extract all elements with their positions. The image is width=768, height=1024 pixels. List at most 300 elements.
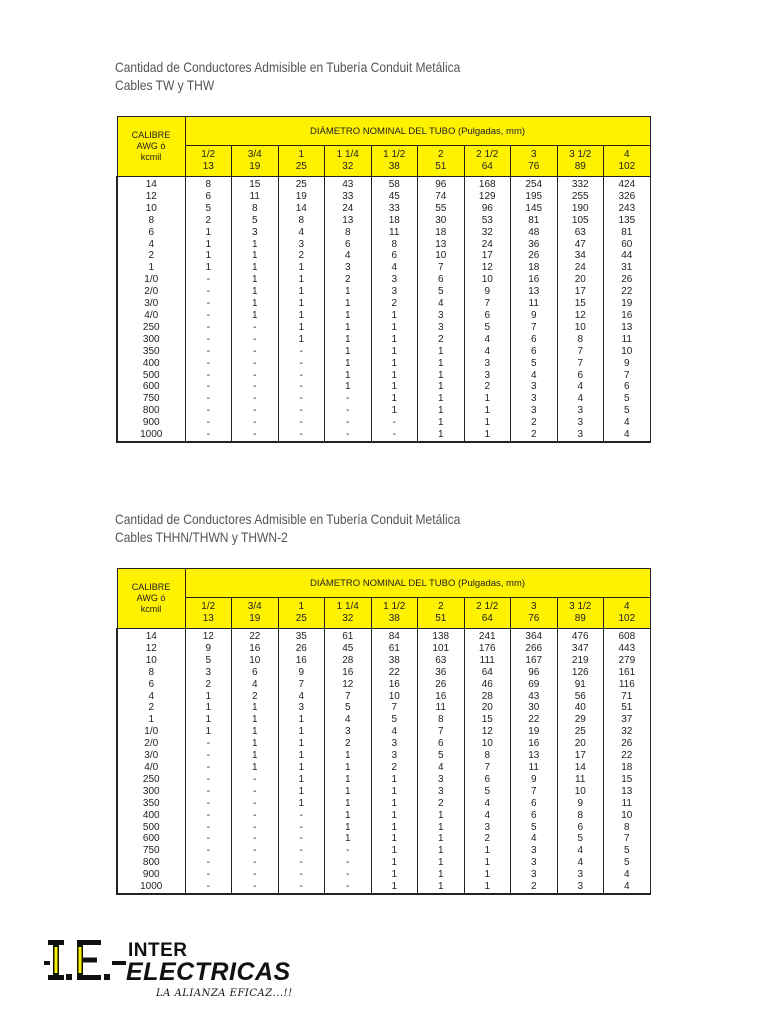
count-cell: 6 (464, 310, 511, 322)
count-cell: 1 (325, 298, 372, 310)
count-cell: 1 (371, 393, 418, 405)
count-cell: 241 (464, 629, 511, 643)
count-cell: 3 (418, 786, 465, 798)
logo-inter-text: INTER (128, 940, 188, 961)
size-inch: 4 (624, 601, 630, 612)
count-cell: 38 (371, 655, 418, 667)
size-header-cell (232, 146, 279, 177)
size-mm: 13 (202, 613, 214, 624)
count-cell: 5 (418, 750, 465, 762)
count-cell: 10 (604, 346, 651, 358)
size-header-cell (464, 598, 511, 629)
section2-title-line1: Cantidad de Conductores Admisible en Tubería Conduit Metálica (115, 511, 461, 527)
count-cell: 71 (604, 691, 651, 703)
count-cell: - (232, 786, 279, 798)
size-inch: 1 1/2 (383, 601, 406, 612)
count-cell: 1 (278, 310, 325, 322)
count-cell: 5 (511, 822, 558, 834)
count-cell: 91 (557, 679, 604, 691)
count-cell: 2 (232, 691, 279, 703)
count-cell: 1 (232, 762, 279, 774)
count-cell: 1 (418, 370, 465, 382)
size-header-cell (557, 598, 604, 629)
count-cell: 3 (511, 857, 558, 869)
count-cell: 176 (464, 643, 511, 655)
size-mm: 64 (481, 161, 493, 172)
count-cell: 5 (185, 655, 232, 667)
section1-title-line2: Cables TW y THW (115, 77, 215, 93)
count-cell: - (232, 881, 279, 894)
diameter-header: DIÁMETRO NOMINAL DEL TUBO (Pulgadas, mm) (185, 569, 650, 598)
count-cell: 116 (604, 679, 651, 691)
count-cell: 36 (511, 239, 558, 251)
count-cell: - (232, 822, 279, 834)
count-cell: 243 (604, 203, 651, 215)
count-cell: 24 (464, 239, 511, 251)
count-cell: 1 (325, 822, 372, 834)
size-inch: 1/2 (201, 601, 216, 612)
count-cell: - (185, 774, 232, 786)
count-cell: 6 (371, 250, 418, 262)
count-cell: 8 (232, 203, 279, 215)
count-cell: 37 (604, 714, 651, 726)
count-cell: 1 (185, 714, 232, 726)
table-row (117, 370, 650, 382)
count-cell: 129 (464, 191, 511, 203)
count-cell: 2 (185, 679, 232, 691)
count-cell: 4 (418, 298, 465, 310)
count-cell: 36 (418, 667, 465, 679)
count-cell: 4 (464, 334, 511, 346)
diameter-header: DIÁMETRO NOMINAL DEL TUBO (Pulgadas, mm) (185, 117, 650, 146)
count-cell: 5 (371, 714, 418, 726)
size-header-cell (418, 146, 465, 177)
table-row (117, 786, 650, 798)
count-cell: 17 (464, 250, 511, 262)
count-cell: 11 (511, 762, 558, 774)
count-cell: 81 (511, 215, 558, 227)
size-inch: 2 1/2 (476, 149, 499, 160)
count-cell: - (278, 822, 325, 834)
size-header-cell (371, 598, 418, 629)
size-mm: 19 (249, 161, 261, 172)
section2-title (115, 510, 460, 546)
count-cell: 7 (604, 370, 651, 382)
count-cell: 14 (278, 203, 325, 215)
count-cell: 3 (185, 667, 232, 679)
count-cell: 1 (185, 262, 232, 274)
count-cell: 10 (557, 322, 604, 334)
count-cell: - (185, 869, 232, 881)
count-cell: 64 (464, 667, 511, 679)
count-cell: 22 (511, 714, 558, 726)
count-cell: - (278, 370, 325, 382)
count-cell: 1 (371, 358, 418, 370)
calibre-cell: 1/0 (117, 274, 185, 286)
count-cell: 5 (604, 405, 651, 417)
count-cell: 10 (557, 786, 604, 798)
count-cell: 18 (418, 227, 465, 239)
count-cell: - (325, 429, 372, 442)
count-cell: 4 (604, 417, 651, 429)
count-cell: 44 (604, 250, 651, 262)
calibre-header (117, 117, 185, 177)
count-cell: - (325, 405, 372, 417)
count-cell: 1 (464, 869, 511, 881)
count-cell: 1 (464, 393, 511, 405)
count-cell: 74 (418, 191, 465, 203)
count-cell: 1 (278, 274, 325, 286)
calibre-cell: 8 (117, 667, 185, 679)
calibre-cell: 800 (117, 857, 185, 869)
count-cell: - (232, 857, 279, 869)
count-cell: 5 (464, 786, 511, 798)
calibre-cell: 4/0 (117, 310, 185, 322)
count-cell: 1 (418, 393, 465, 405)
count-cell: 60 (604, 239, 651, 251)
size-mm: 76 (528, 161, 540, 172)
count-cell: 26 (418, 679, 465, 691)
count-cell: 5 (604, 857, 651, 869)
count-cell: 5 (325, 702, 372, 714)
count-cell: 7 (418, 262, 465, 274)
count-cell: 22 (604, 750, 651, 762)
count-cell: - (278, 381, 325, 393)
table-row (117, 750, 650, 762)
count-cell: 1 (418, 857, 465, 869)
count-cell: - (185, 762, 232, 774)
count-cell: 4 (325, 250, 372, 262)
table-row (117, 655, 650, 667)
count-cell: 47 (557, 239, 604, 251)
count-cell: 5 (604, 845, 651, 857)
count-cell: 1 (418, 833, 465, 845)
table-row (117, 177, 650, 191)
count-cell: 6 (325, 239, 372, 251)
count-cell: 51 (604, 702, 651, 714)
count-cell: 326 (604, 191, 651, 203)
count-cell: 1 (464, 417, 511, 429)
calibre-cell: 400 (117, 810, 185, 822)
count-cell: 4 (371, 726, 418, 738)
count-cell: 9 (604, 358, 651, 370)
count-cell: - (185, 810, 232, 822)
count-cell: 4 (464, 810, 511, 822)
count-cell: 364 (511, 629, 558, 643)
count-cell: 1 (371, 322, 418, 334)
count-cell: - (371, 417, 418, 429)
count-cell: 1 (371, 774, 418, 786)
count-cell: 3 (511, 405, 558, 417)
size-mm: 38 (388, 161, 400, 172)
count-cell: - (325, 393, 372, 405)
count-cell: 20 (557, 274, 604, 286)
count-cell: - (185, 381, 232, 393)
count-cell: 11 (604, 798, 651, 810)
count-cell: 1 (371, 881, 418, 894)
count-cell: 32 (604, 726, 651, 738)
count-cell: 145 (511, 203, 558, 215)
count-cell: 4 (232, 679, 279, 691)
count-cell: 45 (325, 643, 372, 655)
count-cell: 96 (511, 667, 558, 679)
count-cell: 4 (557, 845, 604, 857)
count-cell: - (185, 322, 232, 334)
count-cell: - (185, 334, 232, 346)
count-cell: 43 (325, 177, 372, 191)
count-cell: 56 (557, 691, 604, 703)
count-cell: 19 (604, 298, 651, 310)
calibre-cell: 350 (117, 798, 185, 810)
count-cell: 6 (511, 810, 558, 822)
count-cell: 5 (557, 833, 604, 845)
table-row (117, 629, 650, 643)
count-cell: 1 (418, 869, 465, 881)
count-cell: 34 (557, 250, 604, 262)
count-cell: 5 (185, 203, 232, 215)
count-cell: - (185, 881, 232, 894)
count-cell: 1 (278, 774, 325, 786)
count-cell: 10 (464, 274, 511, 286)
count-cell: 8 (557, 810, 604, 822)
calibre-cell: 4 (117, 691, 185, 703)
count-cell: 28 (325, 655, 372, 667)
count-cell: 3 (557, 417, 604, 429)
count-cell: 2 (511, 417, 558, 429)
count-cell: 5 (232, 215, 279, 227)
count-cell: - (232, 869, 279, 881)
count-cell: 1 (232, 310, 279, 322)
count-cell: - (185, 405, 232, 417)
size-header-row (117, 146, 650, 177)
size-header-cell (557, 146, 604, 177)
count-cell: - (232, 393, 279, 405)
count-cell: 4 (557, 857, 604, 869)
count-cell: - (185, 738, 232, 750)
count-cell: 13 (604, 786, 651, 798)
conduit-table-thhn-thwn (116, 568, 651, 895)
count-cell: 2 (325, 274, 372, 286)
size-header-cell (278, 598, 325, 629)
count-cell: 3 (278, 239, 325, 251)
size-header-cell (185, 598, 232, 629)
count-cell: 25 (278, 177, 325, 191)
count-cell: 2 (511, 881, 558, 894)
count-cell: 15 (232, 177, 279, 191)
count-cell: 1 (371, 334, 418, 346)
count-cell: 167 (511, 655, 558, 667)
count-cell: 9 (511, 310, 558, 322)
count-cell: - (232, 381, 279, 393)
table-row (117, 262, 650, 274)
calibre-cell: 12 (117, 191, 185, 203)
count-cell: 10 (232, 655, 279, 667)
count-cell: 3 (232, 227, 279, 239)
count-cell: 126 (557, 667, 604, 679)
count-cell: 1 (232, 262, 279, 274)
count-cell: - (278, 810, 325, 822)
count-cell: 1 (185, 239, 232, 251)
count-cell: 4 (278, 691, 325, 703)
size-inch: 1 (298, 601, 305, 612)
count-cell: 2 (325, 738, 372, 750)
calibre-cell: 3/0 (117, 750, 185, 762)
count-cell: 1 (371, 857, 418, 869)
count-cell: 9 (185, 643, 232, 655)
calibre-cell: 2 (117, 702, 185, 714)
count-cell: 7 (557, 358, 604, 370)
count-cell: 3 (557, 869, 604, 881)
count-cell: 28 (464, 691, 511, 703)
ie-mark-icon (44, 938, 128, 982)
count-cell: 16 (604, 310, 651, 322)
count-cell: 4 (604, 881, 651, 894)
count-cell: 1 (325, 774, 372, 786)
count-cell: 1 (371, 786, 418, 798)
size-inch: 2 (437, 601, 444, 612)
logo-tagline: LA ALIANZA EFICAZ...!! (156, 988, 293, 999)
count-cell: 1 (325, 286, 372, 298)
table-row (117, 405, 650, 417)
count-cell: 1 (325, 750, 372, 762)
count-cell: 4 (604, 869, 651, 881)
count-cell: 1 (278, 762, 325, 774)
size-inch: 3 1/2 (569, 601, 592, 612)
count-cell: 1 (278, 798, 325, 810)
count-cell: 1 (232, 738, 279, 750)
calibre-cell: 250 (117, 322, 185, 334)
count-cell: 29 (557, 714, 604, 726)
count-cell: 1 (278, 322, 325, 334)
count-cell: - (325, 881, 372, 894)
count-cell: 1 (464, 881, 511, 894)
calibre-cell: 1 (117, 262, 185, 274)
count-cell: 3 (557, 881, 604, 894)
count-cell: - (185, 370, 232, 382)
count-cell: 8 (325, 227, 372, 239)
count-cell: - (185, 845, 232, 857)
count-cell: 96 (418, 177, 465, 191)
count-cell: 1 (325, 762, 372, 774)
count-cell: 1 (232, 714, 279, 726)
count-cell: 3 (418, 322, 465, 334)
count-cell: 4 (464, 798, 511, 810)
count-cell: 2 (185, 215, 232, 227)
count-cell: 1 (371, 370, 418, 382)
count-cell: 13 (325, 215, 372, 227)
count-cell: 1 (325, 334, 372, 346)
calibre-cell: 350 (117, 346, 185, 358)
size-inch: 2 1/2 (476, 601, 499, 612)
calibre-header-line: CALIBRE (131, 130, 171, 140)
count-cell: 9 (511, 774, 558, 786)
interelectricas-logo (44, 938, 294, 1008)
count-cell: 1 (232, 250, 279, 262)
count-cell: 4 (278, 227, 325, 239)
count-cell: 8 (278, 215, 325, 227)
count-cell: 20 (557, 738, 604, 750)
count-cell: 1 (232, 286, 279, 298)
calibre-cell: 2/0 (117, 286, 185, 298)
count-cell: - (185, 298, 232, 310)
count-cell: 7 (418, 726, 465, 738)
count-cell: 11 (604, 334, 651, 346)
count-cell: 161 (604, 667, 651, 679)
table-row (117, 346, 650, 358)
count-cell: 24 (557, 262, 604, 274)
size-mm: 13 (202, 161, 214, 172)
count-cell: 3 (418, 310, 465, 322)
calibre-cell: 4 (117, 239, 185, 251)
count-cell: 6 (511, 346, 558, 358)
count-cell: - (232, 322, 279, 334)
count-cell: - (232, 798, 279, 810)
calibre-cell: 2/0 (117, 738, 185, 750)
count-cell: 1 (418, 417, 465, 429)
calibre-cell: 800 (117, 405, 185, 417)
count-cell: 1 (325, 810, 372, 822)
count-cell: 1 (371, 869, 418, 881)
count-cell: 19 (511, 726, 558, 738)
calibre-cell: 6 (117, 679, 185, 691)
count-cell: 5 (511, 358, 558, 370)
count-cell: 4 (371, 262, 418, 274)
count-cell: 2 (464, 381, 511, 393)
count-cell: 3 (418, 774, 465, 786)
count-cell: 4 (418, 762, 465, 774)
count-cell: 16 (511, 738, 558, 750)
count-cell: 63 (418, 655, 465, 667)
calibre-header-line: AWG ó (136, 593, 166, 603)
count-cell: 10 (464, 738, 511, 750)
count-cell: 19 (278, 191, 325, 203)
count-cell: 1 (464, 429, 511, 442)
count-cell: 6 (418, 274, 465, 286)
count-cell: 16 (371, 679, 418, 691)
count-cell: 3 (464, 370, 511, 382)
count-cell: 3 (557, 405, 604, 417)
count-cell: 2 (418, 334, 465, 346)
count-cell: 105 (557, 215, 604, 227)
count-cell: 3 (511, 869, 558, 881)
size-header-cell (232, 598, 279, 629)
count-cell: 4 (557, 393, 604, 405)
count-cell: 8 (557, 334, 604, 346)
count-cell: 266 (511, 643, 558, 655)
count-cell: 1 (418, 346, 465, 358)
count-cell: - (278, 869, 325, 881)
table-row (117, 643, 650, 655)
table-row (117, 798, 650, 810)
size-mm: 25 (295, 161, 307, 172)
calibre-cell: 6 (117, 227, 185, 239)
size-mm: 38 (388, 613, 400, 624)
table-row (117, 381, 650, 393)
count-cell: 55 (418, 203, 465, 215)
count-cell: - (185, 417, 232, 429)
count-cell: 1 (418, 381, 465, 393)
count-cell: 7 (511, 786, 558, 798)
count-cell: 43 (511, 691, 558, 703)
count-cell: 6 (232, 667, 279, 679)
count-cell: 1 (278, 262, 325, 274)
count-cell: - (185, 798, 232, 810)
size-inch: 3 (530, 149, 537, 160)
count-cell: - (185, 429, 232, 442)
count-cell: 1 (185, 691, 232, 703)
count-cell: 1 (325, 381, 372, 393)
count-cell: 1 (371, 310, 418, 322)
